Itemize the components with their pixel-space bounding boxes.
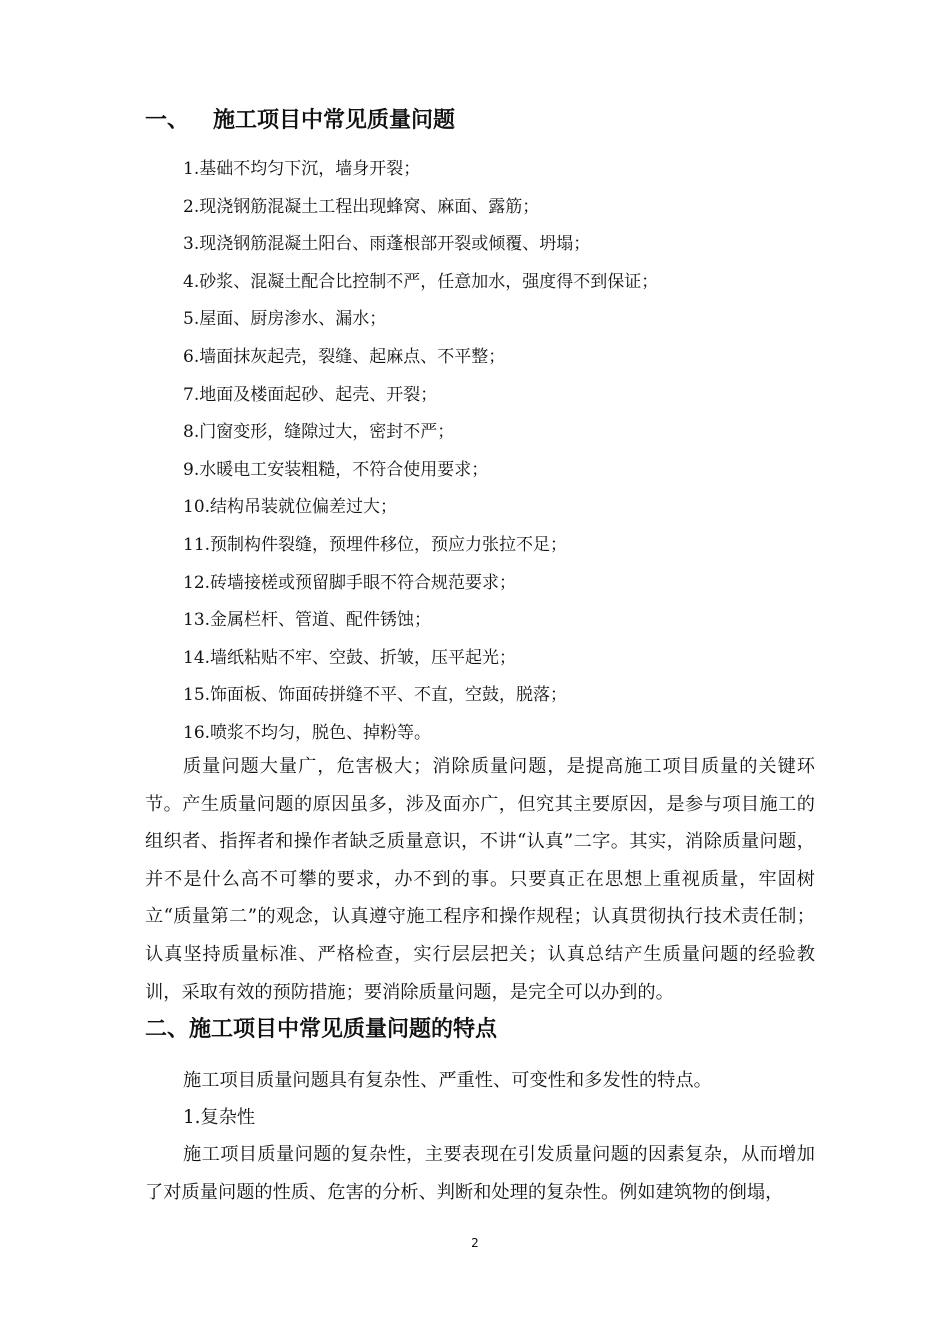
list-item: 9.水暖电工安装粗糙，不符合使用要求； (183, 459, 489, 480)
list-item: 12.砖墙接槎或预留脚手眼不符合规范要求； (183, 572, 517, 593)
list-item: 8.门窗变形，缝隙过大，密封不严； (183, 422, 455, 443)
section-2-intro: 施工项目质量问题具有复杂性、严重性、可变性和多发性的特点。 (183, 1070, 712, 1091)
list-item: 5.屋面、厨房渗水、漏水； (183, 309, 387, 330)
quality-problem-list (183, 151, 658, 753)
list-item: 1.基础不均匀下沉，墙身开裂； (183, 159, 421, 179)
list-item: 2.现浇钢筋混凝土工程出现蜂窝、麻面、露筋； (183, 196, 540, 217)
list-item: 16.喷浆不均匀，脱色、掉粉等。 (183, 722, 432, 743)
list-item: 6.墙面抹灰起壳，裂缝、起麻点、不平整； (183, 346, 506, 367)
list-item: 10.结构吊装就位偏差过大； (183, 497, 398, 518)
subsection-1-title: 1.复杂性 (183, 1107, 256, 1128)
list-item: 14.墙纸粘贴不牢、空鼓、折皱，压平起光； (183, 647, 517, 668)
list-item: 15.饰面板、饰面砖拼缝不平、不直，空鼓，脱落； (183, 685, 568, 706)
list-item: 7.地面及楼面起砂、起壳、开裂； (183, 384, 438, 405)
page-number: 2 (471, 1236, 479, 1250)
section-2-heading: 二、施工项目中常见质量问题的特点 (145, 1017, 498, 1042)
list-item: 11.预制构件裂缝，预埋件移位，预应力张拉不足； (183, 534, 568, 555)
section-1-paragraph: 质量问题大量广，危害极大；消除质量问题，是提高施工项目质量的关键环节。产生质量问题的原因虽多，涉及面亦广，但究其主要原因，是参与项目施工的组织者、指挥者和操作者缺乏质量意识，不讲“认真”二字。其实，消除质量问题，并不是什么高不可攀的要求，办不到的事。只要真正在思想上重视质量，牢固树立“质量第二”的观念，认真遵守施工程序和操作规程；认真贯彻执行技术责任制；认真坚持质量标准、严格检查，实行层层把关；认真总结产生质量问题的经验教训，采取有效的预防措施；要消除质量问题，是完全可以办到的。 (145, 756, 815, 1003)
subsection-1-paragraph: 施工项目质量问题的复杂性，主要表现在引发质量问题的因素复杂，从而增加了对质量问题的性质、危害的分析、判断和处理的复杂性。例如建筑物的倒塌， (145, 1144, 815, 1203)
section-1-number: 一、 (145, 108, 190, 133)
list-item: 3.现浇钢筋混凝土阳台、雨蓬根部开裂或倾覆、坍塌； (183, 234, 591, 255)
list-item: 4.砂浆、混凝土配合比控制不严，任意加水，强度得不到保证； (183, 271, 659, 292)
list-item: 13.金属栏杆、管道、配件锈蚀； (183, 610, 432, 631)
section-1-title: 施工项目中常见质量问题 (213, 108, 456, 133)
section-1-heading (145, 106, 455, 136)
